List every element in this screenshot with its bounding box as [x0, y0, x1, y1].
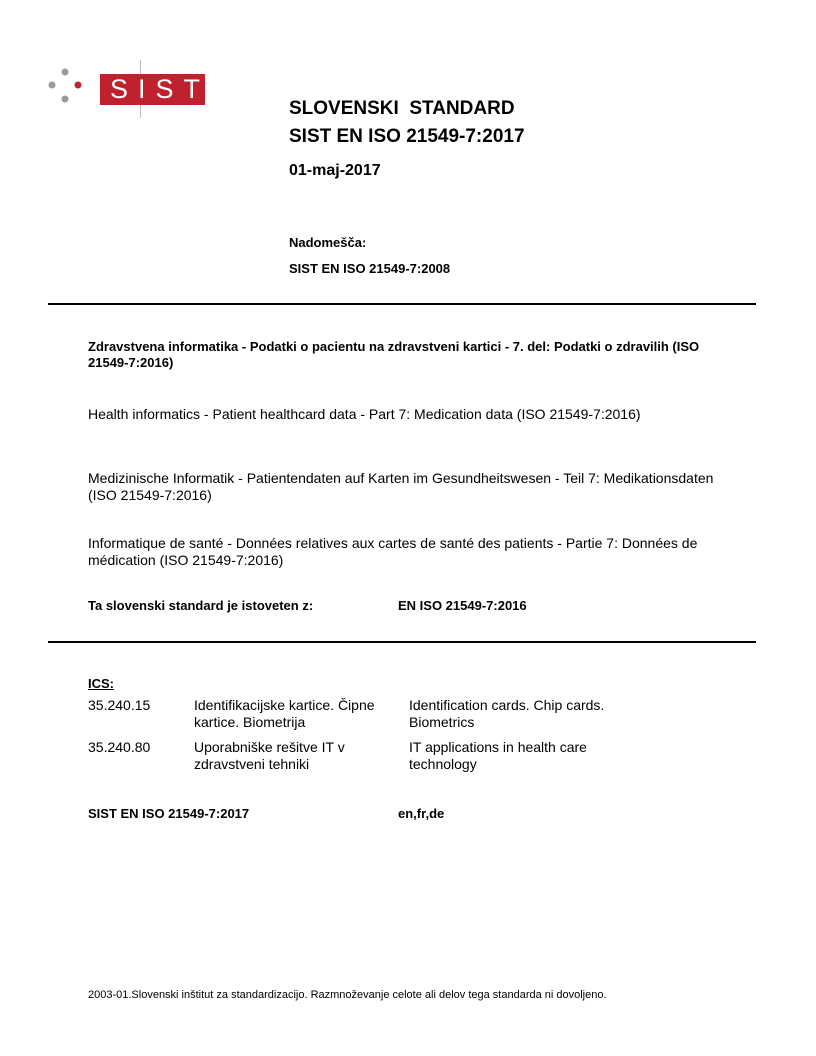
ics-description-sl: Identifikacijske kartice. Čipne kartice. Biometrija — [194, 697, 375, 730]
footer-standard-code: SIST EN ISO 21549-7:2017 — [88, 806, 250, 821]
ics-code: 35.240.80 — [88, 739, 151, 755]
copyright-notice: 2003-01.Slovenski inštitut za standardizacijo. Razmnoževanje celote ali delov tega standarda ni dovoljeno. — [88, 989, 607, 1001]
replaces-label: Nadomešča: — [289, 235, 367, 250]
identical-label: Ta slovenski standard je istoveten z: — [88, 598, 314, 613]
logo-dot-grey-top — [62, 69, 69, 76]
ics-code: 35.240.15 — [88, 697, 151, 713]
divider-bottom — [48, 641, 756, 643]
title-slovenian: Zdravstvena informatika - Podatki o pacientu na zdravstveni kartici - 7. del: Podatki o zdravilih (ISO 21549-7:2016) — [88, 339, 700, 370]
ics-label: ICS: — [88, 676, 114, 691]
logo-dot-grey-left — [49, 82, 56, 89]
ics-description-sl: Uporabniške rešitve IT v zdravstveni tehniki — [194, 739, 345, 772]
divider-top — [48, 303, 756, 305]
title-german: Medizinische Informatik - Patientendaten auf Karten im Gesundheitswesen - Teil 7: Medikationsdaten (ISO 21549-7:2016) — [88, 470, 714, 503]
standard-code: SIST EN ISO 21549-7:2017 — [289, 126, 525, 147]
replaces-value: SIST EN ISO 21549-7:2008 — [289, 261, 451, 276]
logo-dot-red — [75, 82, 82, 89]
title-english: Health informatics - Patient healthcard data - Part 7: Medication data (ISO 21549-7:2016) — [88, 406, 641, 422]
document-type-title: SLOVENSKI STANDARD — [289, 98, 515, 119]
sist-logo: SIST — [100, 74, 205, 105]
ics-description-en: Identification cards. Chip cards. Biometrics — [409, 697, 605, 730]
title-french: Informatique de santé - Données relatives aux cartes de santé des patients - Partie 7: Données de médication (ISO 21549-7:2016) — [88, 535, 698, 568]
ics-description-en: IT applications in health care technology — [409, 739, 587, 772]
identical-value: EN ISO 21549-7:2016 — [398, 598, 527, 613]
logo-dot-grey-bottom — [62, 96, 69, 103]
publication-date: 01-maj-2017 — [289, 162, 381, 179]
footer-languages: en,fr,de — [398, 806, 445, 821]
sist-logo-dots-icon — [44, 66, 84, 110]
